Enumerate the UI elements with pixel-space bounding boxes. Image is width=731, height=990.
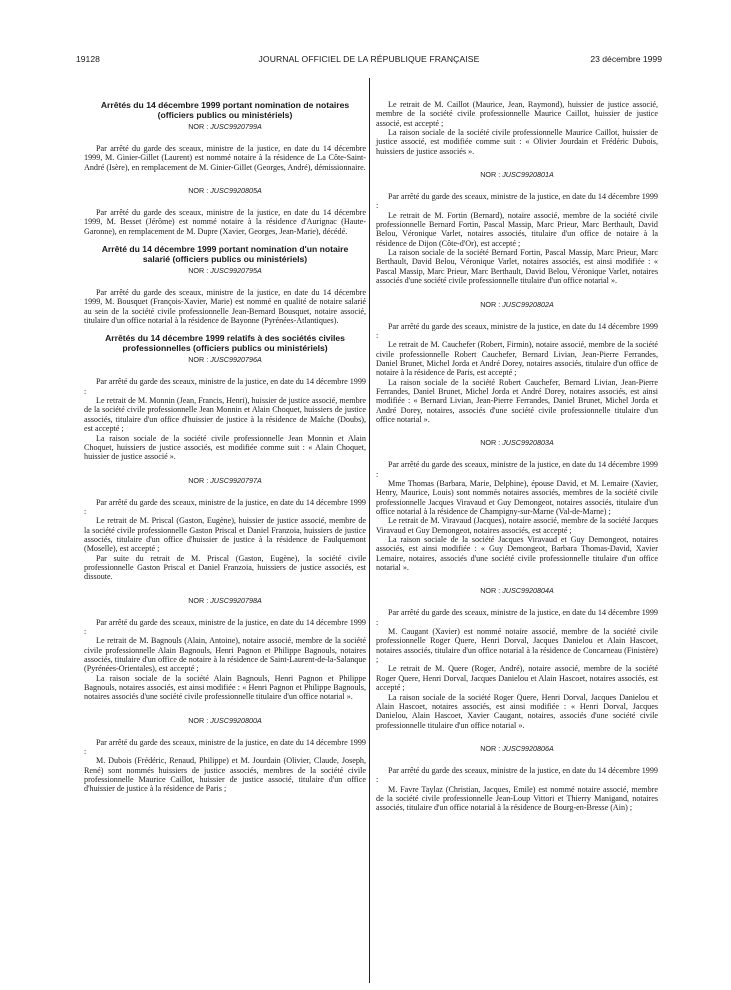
paragraph: Le retrait de M. Cauchefer (Robert, Firmin), notaire associé, membre de la société civile professionnelle Robert Cauchefer, Bernard Livian, Jean-Pierre Ferrandes, Daniel Brunet, Michel Jorda et André Dorey, notaires associés, titulaire d'un office de notaire à la résidence de Paris, est accepté ; — [376, 340, 658, 378]
paragraph: La raison sociale de la société Jacques Viravaud et Guy Demongeot, notaires associés, est ainsi modifiée : « Guy Demongeot, Barbara Thomas-David, Xavier Lemaire, notaires, associés d'une société civile professionnelle titulaire d'un office notarial ». — [376, 535, 658, 573]
paragraph: Par arrêté du garde des sceaux, ministre de la justice, en date du 14 décembre 1999 : — [376, 460, 658, 479]
right-column — [376, 100, 658, 813]
paragraph: Le retrait de M. Viravaud (Jacques), notaire associé, membre de la société Jacques Viravaud et Guy Demongeot, notaires associés, est accepté ; — [376, 516, 658, 535]
paragraph: Par suite du retrait de M. Priscal (Gaston, Eugène), la société civile professionnelle Gaston Priscal et Daniel Franzoia, huissiers de justice associés, est dissoute. — [84, 553, 366, 582]
page-number: 19128 — [76, 54, 100, 64]
paragraph: Le retrait de M. Quere (Roger, André), notaire associé, membre de la société Roger Quere, Henri Dorval, Jacques Danielou et Alain Hascoet, notaires associés, est accepté ; — [376, 664, 658, 693]
issue-date: 23 décembre 1999 — [590, 54, 662, 64]
paragraph: Par arrêté du garde des sceaux, ministre de la justice, en date du 14 décembre 1999 : — [376, 608, 658, 627]
paragraph: Le retrait de M. Caillot (Maurice, Jean, Raymond), huissier de justice associé, membre de la société civile professionnelle Maurice Caillot, huissier de justice associé, est accepté ; — [376, 100, 658, 128]
nor-label: NOR : — [480, 743, 501, 753]
nor-code: JUSC9920803A — [502, 438, 554, 448]
paragraph: Par arrêté du garde des sceaux, ministre de la justice, en date du 14 décembre 1999, M. Bousquet (François-Xavier, Marie) est nommé en qualité de notaire salarié au sein de la société civile professionnelle Jean-Bernard Bousquet, notaire associé, titulaire d'un office notarial à la résidence de Bayonne (Pyrénées-Atlantiques). — [84, 288, 366, 326]
paragraph: La raison sociale de la société Bernard Fortin, Pascal Massip, Marc Prieur, Marc Berthault, David Belou, Véronique Varlet, notaires associés, est ainsi modifiée : « Pascal Massip, Marc Prieur, Marc Berthault, David Belou, Véronique Varlet, notaires associés d'une société civile professionnelle titulaire d'un office notarial ». — [376, 248, 658, 286]
nor-code: JUSC9920805A — [210, 186, 262, 196]
paragraph: La raison sociale de la société Alain Bagnouls, Henri Pagnon et Philippe Bagnouls, notaires associés, est ainsi modifiée : « Henri Pagnon et Philippe Bagnouls, notaires associés d'une société civile professionnelle titulaire d'un office notarial ». — [84, 673, 366, 702]
nor-code: JUSC9920796A — [210, 355, 262, 365]
paragraph: Par arrêté du garde des sceaux, ministre de la justice, en date du 14 décembre 1999 : — [376, 321, 658, 340]
journal-title: JOURNAL OFFICIEL DE LA RÉPUBLIQUE FRANÇAISE — [258, 54, 480, 64]
entry-gap — [84, 172, 366, 184]
nor-reference — [84, 716, 366, 725]
nor-label: NOR : — [188, 122, 209, 131]
nor-label: NOR : — [480, 299, 501, 309]
nor-label: NOR : — [188, 355, 209, 365]
paragraph: La raison sociale de la société civile professionnelle Jean Monnin et Alain Choquet, huissiers de justice associés, est modifiée comme suit : « Alain Choquet, huissier de justice associé ». — [84, 433, 366, 462]
nor-reference — [84, 186, 366, 195]
nor-code: JUSC9920795A — [210, 266, 262, 276]
paragraph: Par arrêté du garde des sceaux, ministre de la justice, en date du 14 décembre 1999 : — [84, 737, 366, 757]
section-gap — [84, 325, 366, 333]
paragraph: Mme Thomas (Barbara, Marie, Delphine), épouse David, et M. Lemaire (Xavier, Henry, Maurice, Louis) sont nommés notaires associés, membres de la société civile professionnelle Jacques Viravaud et Guy Demongeot, notaires associés, titulaire d'un office notarial à la résidence de Champigny-sur-Marne (Val-de-Marne) ; — [376, 478, 658, 516]
section-title: Arrêté du 14 décembre 1999 portant nomination d'un notaire salarié (officiers publics ou ministériels) — [101, 244, 349, 265]
nor-code: JUSC9920800A — [210, 715, 262, 725]
paragraph: M. Favre Taylaz (Christian, Jacques, Emile) est nommé notaire associé, membre de la société civile professionnelle Jean-Loup Vittori et Thierry Manigand, notaires associés, titulaire d'un office notarial à la résidence de Bourg-en-Bresse (Ain) ; — [376, 784, 658, 813]
left-column — [84, 100, 366, 794]
paragraph: Le retrait de M. Monnin (Jean, Francis, Henri), huissier de justice associé, membre de la société civile professionnelle Jean Monnin et Alain Choquet, huissiers de justice associés, titulaire d'un office d'huissier de justice à la résidence de Maîche (Doubs), est accepté ; — [84, 396, 366, 434]
paragraph: La raison sociale de la société Robert Cauchefer, Bernard Livian, Jean-Pierre Ferrandes, Daniel Brunet, Michel Jorda et André Dorey, notaires associés, est ainsi modifiée : « Bernard Livian, Jean-Pierre Ferrandes, Daniel Brunet, Michel Jorda et André Dorey, notaires, associés d'une société civile professionnelle titulaire d'un office notarial ». — [376, 377, 658, 424]
paragraph: Le retrait de M. Priscal (Gaston, Eugène), huissier de justice associé, membre de la société civile professionnelle Gaston Priscal et Daniel Franzoia, huissiers de justice associés, titulaire d'un office d'huissier de justice à la résidence de Faulquemont (Moselle), est accepté ; — [84, 516, 366, 554]
section-title: Arrêtés du 14 décembre 1999 portant nomination de notaires (officiers publics ou ministériels) — [100, 100, 350, 120]
paragraph: La raison sociale de la société Roger Quere, Henri Dorval, Jacques Danielou et Alain Hascoet, notaires associés, est ainsi modifiée : « Henri Dorval, Jacques Danielou, Alain Hascoet, Xavier Caugant, notaires, associés d'une société civile professionnelle titulaire d'un office notarial ». — [376, 692, 658, 730]
entry-gap — [376, 156, 658, 168]
nor-label: NOR : — [480, 438, 501, 448]
page-header — [76, 54, 662, 68]
paragraph: M. Caugant (Xavier) est nommé notaire associé, membre de la société civile professionnelle Roger Quere, Henri Dorval, Jacques Danielou et Alain Hascoet, notaires associés, titulaire d'un office notarial à la résidence de Concarneau (Finistère) ; — [376, 627, 658, 665]
nor-code: JUSC9920799A — [210, 122, 262, 131]
nor-reference — [376, 170, 658, 179]
entry-gap — [376, 424, 658, 436]
nor-code: JUSC9920797A — [210, 475, 262, 485]
paragraph: Le retrait de M. Fortin (Bernard), notaire associé, membre de la société civile professionnelle Bernard Fortin, Pascal Massip, Marc Prieur, Marc Berthault, David Belou, Véronique Varlet, notaires associés, titulaire d'un office de notaire à la résidence de Dijon (Côte-d'Or), est accepté ; — [376, 210, 658, 248]
entry-gap — [84, 582, 366, 594]
nor-reference — [84, 122, 366, 131]
nor-reference — [84, 266, 366, 275]
entry-gap — [376, 286, 658, 298]
paragraph: La raison sociale de la société civile professionnelle Maurice Caillot, huissier de justice associé, est modifiée comme suit : « Olivier Jourdain et Frédéric Dubois, huissiers de justice associés ». — [376, 128, 658, 156]
nor-code: JUSC9920802A — [502, 299, 554, 309]
nor-code: JUSC9920801A — [502, 170, 554, 180]
nor-reference — [84, 476, 366, 485]
entry-gap — [376, 730, 658, 742]
nor-label: NOR : — [188, 475, 209, 485]
entry-gap — [376, 572, 658, 584]
paragraph: Par arrêté du garde des sceaux, ministre de la justice, en date du 14 décembre 1999 : — [376, 765, 658, 785]
nor-label: NOR : — [188, 186, 209, 196]
nor-reference — [376, 744, 658, 753]
nor-code: JUSC9920798A — [210, 595, 262, 605]
paragraph: Le retrait de M. Bagnouls (Alain, Antoine), notaire associé, membre de la société civile professionnelle Alain Bagnouls, Henri Pagnon et Philippe Bagnouls, notaires associés, titulaire d'un office de notaire à la résidence de Saint-Laurent-de-la-Salanque (Pyrénées-Orientales), est accepté ; — [84, 636, 366, 674]
entry-gap — [84, 702, 366, 714]
nor-code: JUSC9920806A — [502, 743, 554, 753]
entry-gap — [84, 462, 366, 474]
paragraph: Par arrêté du garde des sceaux, ministre de la justice, en date du 14 décembre 1999, M. Besset (Jérôme) est nommé notaire à la résidence d'Aurignac (Haute-Garonne), en remplacement de M. Dupre (Xavier, Georges, Jean-Marie), décédé. — [84, 208, 366, 236]
section-gap — [84, 236, 366, 244]
nor-reference — [376, 438, 658, 447]
nor-label: NOR : — [188, 595, 209, 605]
column-divider — [369, 78, 370, 983]
paragraph: M. Dubois (Frédéric, Renaud, Philippe) et M. Jourdain (Olivier, Claude, Joseph, René) sont nommés huissiers de justice associés, membres de la société civile professionnelle Maurice Caillot, huissier de justice associé, titulaire d'un office d'huissier de justice à la résidence de Paris ; — [84, 756, 366, 794]
nor-reference — [376, 300, 658, 309]
nor-label: NOR : — [188, 715, 209, 725]
section-title: Arrêtés du 14 décembre 1999 relatifs à des sociétés civiles professionnelles (officiers publics ou ministériels) — [105, 333, 345, 354]
paragraph: Par arrêté du garde des sceaux, ministre de la justice, en date du 14 décembre 1999 : — [84, 377, 366, 396]
nor-reference — [376, 586, 658, 595]
nor-label: NOR : — [480, 170, 501, 180]
nor-code: JUSC9920804A — [502, 586, 554, 596]
paragraph: Par arrêté du garde des sceaux, ministre de la justice, en date du 14 décembre 1999, M. Ginier-Gillet (Laurent) est nommé notaire à la résidence de La Côte-Saint-André (Isère), en remplacement de M. Ginier-Gillet (Georges, André), démissionnaire. — [84, 144, 366, 172]
nor-reference — [84, 355, 366, 364]
nor-label: NOR : — [188, 266, 209, 276]
nor-label: NOR : — [480, 586, 501, 596]
paragraph: Par arrêté du garde des sceaux, ministre de la justice, en date du 14 décembre 1999 : — [84, 497, 366, 516]
paragraph: Par arrêté du garde des sceaux, ministre de la justice, en date du 14 décembre 1999 : — [84, 617, 366, 636]
nor-reference — [84, 596, 366, 605]
paragraph: Par arrêté du garde des sceaux, ministre de la justice, en date du 14 décembre 1999 : — [376, 192, 658, 211]
